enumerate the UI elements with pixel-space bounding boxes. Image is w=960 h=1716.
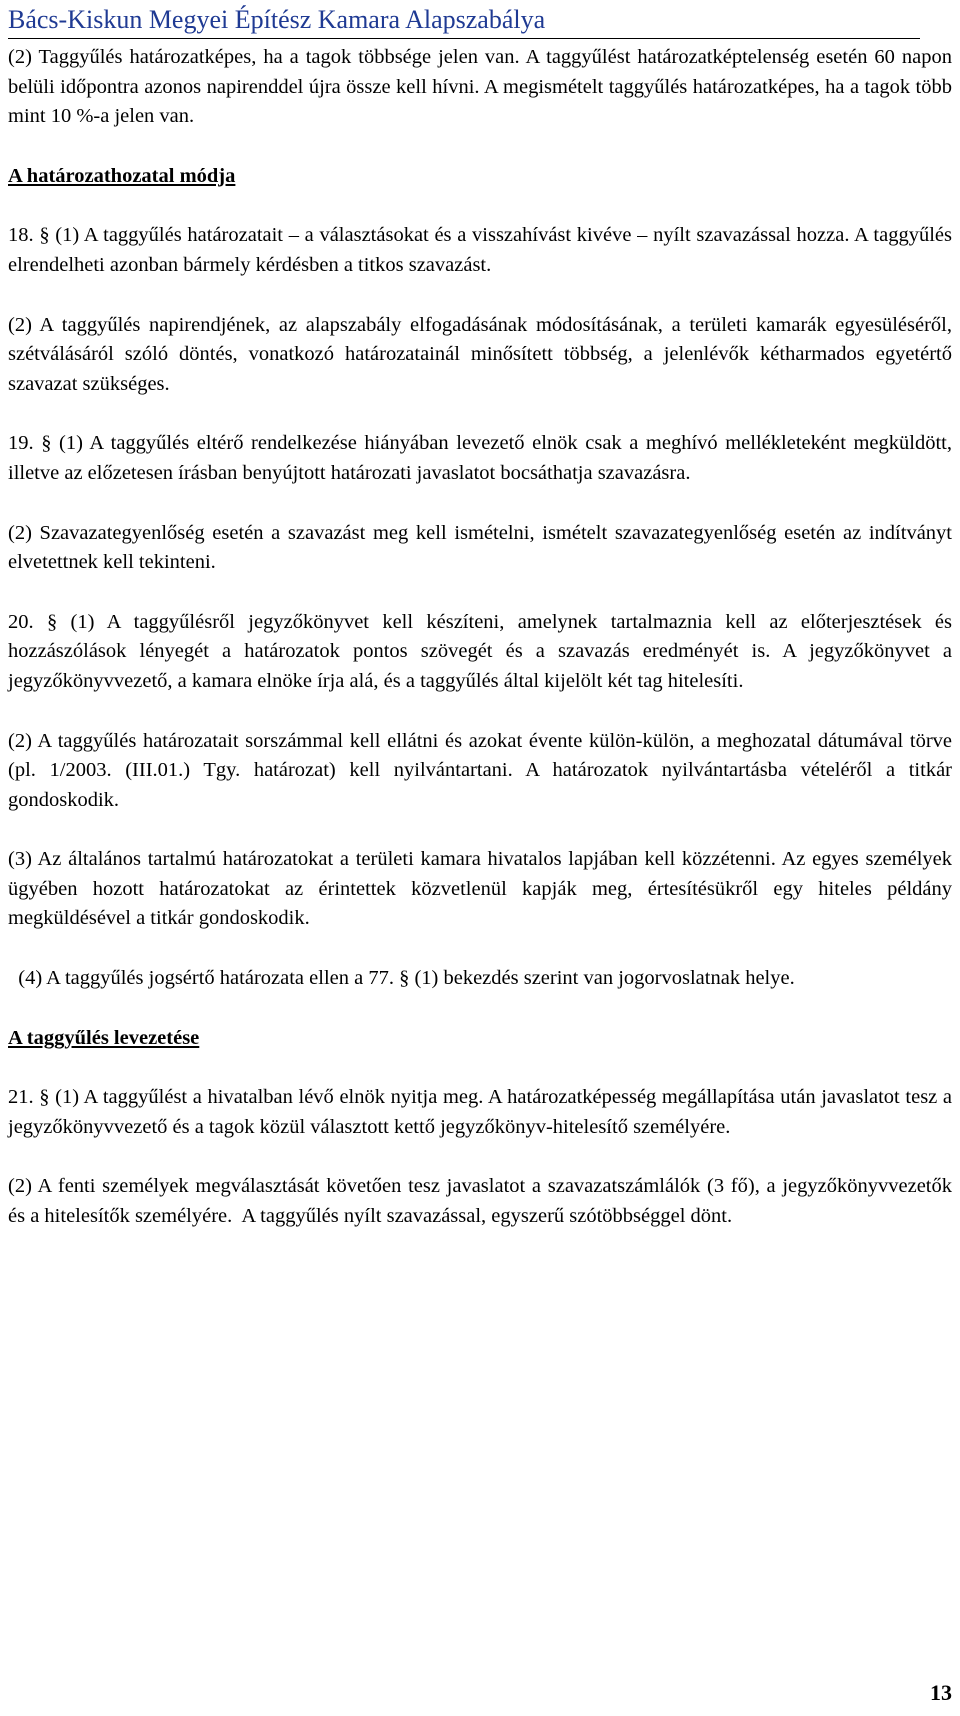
paragraph-21-1: 21. § (1) A taggyűlést a hivatalban lévő elnök nyitja meg. A határozatképesség megállapítása után javaslatot tesz a jegyzőkönyvvezető és a tagok közül választott kettő jegyzőkönyv-hitelesítő személyére. bbox=[8, 1086, 952, 1138]
paragraph-20-4: (4) A taggyűlés jogsértő határozata ellen a 77. § (1) bekezdés szerint van jogorvoslatnak helye. bbox=[8, 967, 795, 990]
paragraph-20-2: (2) A taggyűlés határozatait sorszámmal kell ellátni és azokat évente külön-külön, a meghozatal dátumával törve (pl. 1/2003. (III.01.) Tgy. határozat) kell nyilvántartani. A határozatok nyilvántartásba vételéről a titkár gondoskodik. bbox=[8, 729, 952, 811]
paragraph-18-2: (2) A taggyűlés napirendjének, az alapszabály elfogadásának módosításának, a területi kamarák egyesüléséről, szétválásáról szóló döntés, vonatkozó határozatainál minősített többség, a jelenlévők kétharmados egyetértő szavazat szükséges. bbox=[8, 313, 952, 395]
section-heading-meeting-chairing: A taggyűlés levezetése bbox=[8, 1026, 200, 1049]
paragraph-20-3: (3) Az általános tartalmú határozatokat a területi kamara hivatalos lapjában kell közzétenni. Az egyes személyek ügyében hozott határozatokat az érintettek közvetlenül kapják meg, értesítésükről egy hiteles példány megküldésével a titkár gondoskodik. bbox=[8, 848, 952, 930]
paragraph-21-2: (2) A fenti személyek megválasztását követően tesz javaslatot a szavazatszámlálók (3 fő), a jegyzőkönyvvezetők és a hitelesítők személyére. A taggyűlés nyílt szavazással, egyszerű szótöbbséggel dönt. bbox=[8, 1175, 958, 1228]
paragraph-19-2: (2) Szavazategyenlőség esetén a szavazást meg kell ismételni, ismételt szavazategyenlőség esetén az indítványt elvetettnek kell tekinteni. bbox=[8, 521, 952, 574]
document-page bbox=[8, 0, 958, 1232]
paragraph-19-1: 19. § (1) A taggyűlés eltérő rendelkezése hiányában levezető elnök csak a meghívó mellékleteként megküldött, illetve az előzetesen írásban benyújtott határozati javaslatot bocsáthatja szavazásra. bbox=[8, 432, 952, 484]
page-number: 13 bbox=[930, 1680, 952, 1705]
paragraph-17-2: (2) Taggyűlés határozatképes, ha a tagok többsége jelen van. A taggyűlést határozatképtelenség esetén 60 napon belüli időpontra azonos napirenddel újra össze kell hívni. A megismételt taggyűlés határozatképes, ha a tagok több mint 10 %-a jelen van. bbox=[8, 46, 952, 128]
page-header: Bács-Kiskun Megyei Építész Kamara Alapszabálya bbox=[8, 0, 920, 39]
section-heading-decision-making: A határozathozatal módja bbox=[8, 164, 236, 187]
paragraph-20-1: 20. § (1) A taggyűlésről jegyzőkönyvet kell készíteni, amelynek tartalmaznia kell az előterjesztések és hozzászólások lényegét a határozatok pontos szövegét és a szavazás eredményét is. A jegyzőkönyvet a jegyzőkönyvvezető, a kamara elnöke írja alá, és a taggyűlés által kijelölt két tag hitelesíti. bbox=[8, 610, 952, 692]
paragraph-18-1: 18. § (1) A taggyűlés határozatait – a választásokat és a visszahívást kivéve – nyílt szavazással hozza. A taggyűlés elrendelheti azonban bármely kérdésben a titkos szavazást. bbox=[8, 224, 952, 276]
